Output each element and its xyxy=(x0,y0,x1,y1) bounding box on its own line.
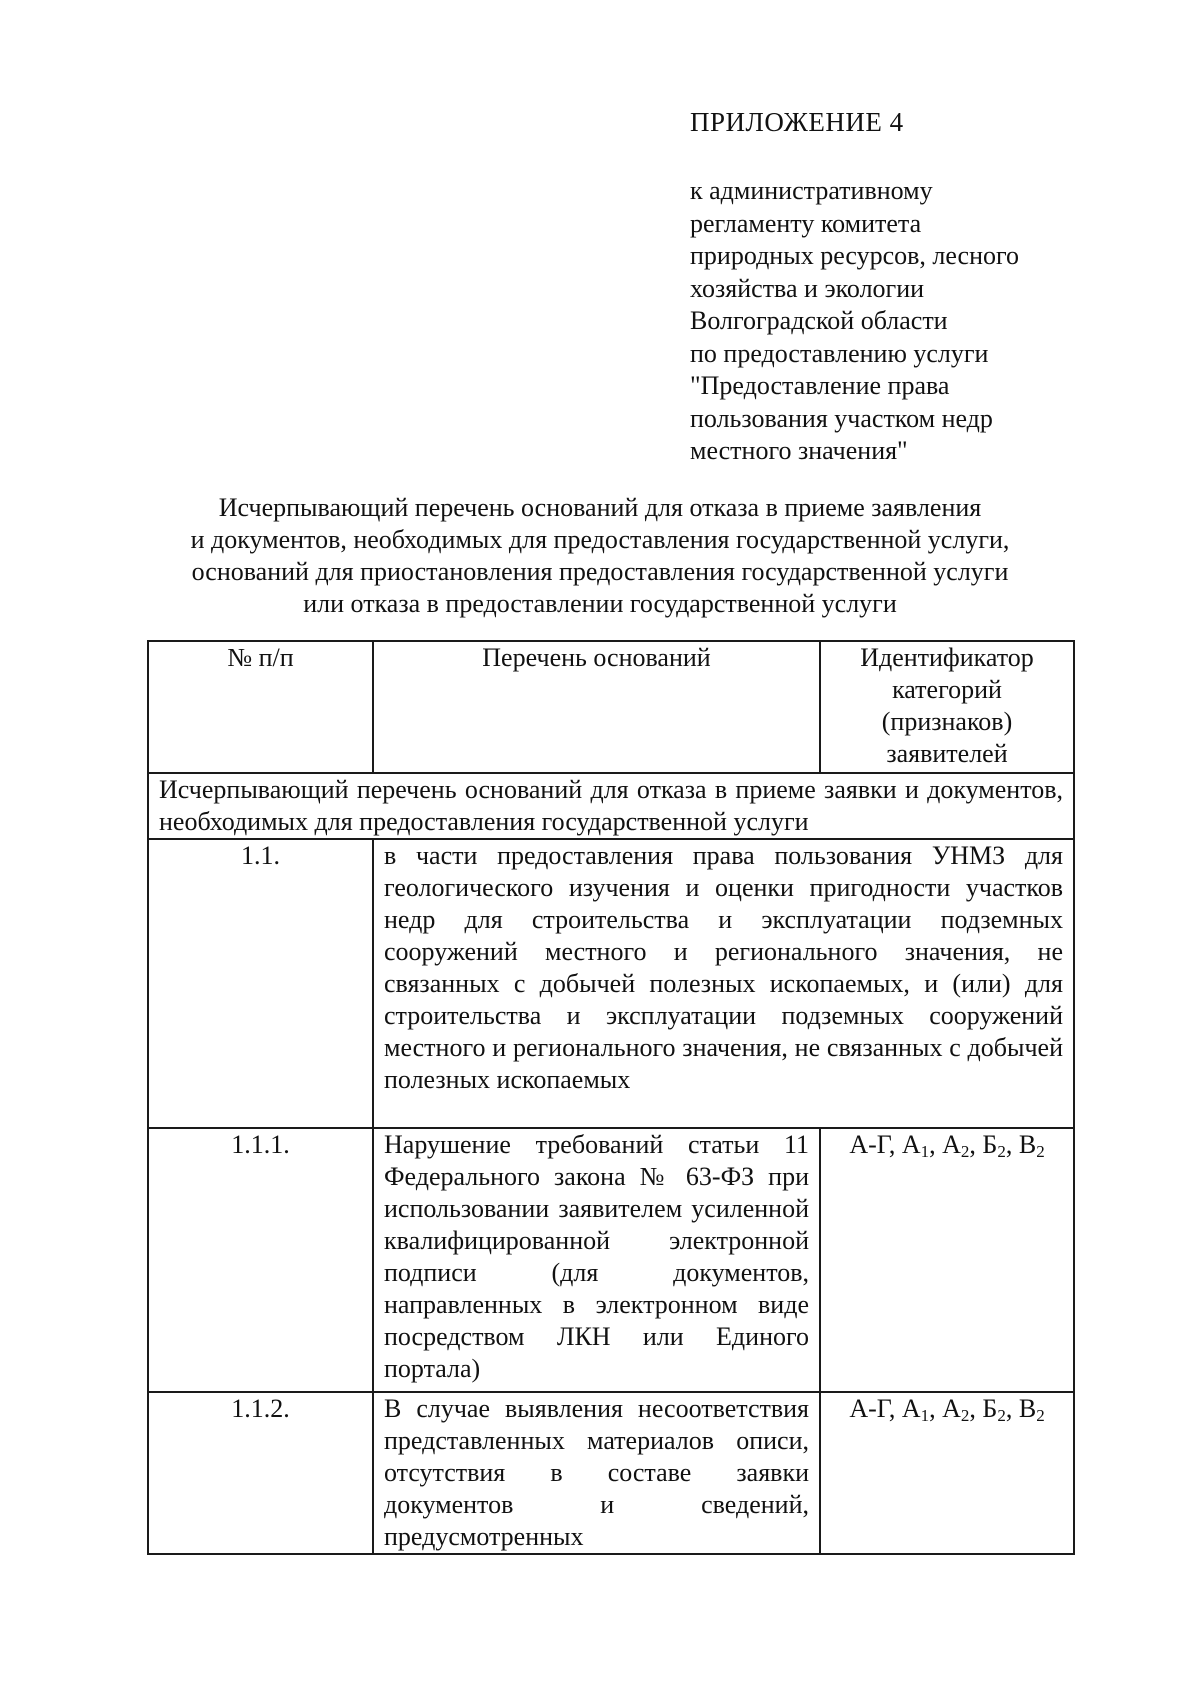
row-number: 1.1. xyxy=(148,839,373,1128)
table-row xyxy=(148,1392,1074,1554)
appendix-title: ПРИЛОЖЕНИЕ 4 xyxy=(690,107,904,137)
row-number: 1.1.2. xyxy=(148,1392,373,1554)
heading-line: или отказа в предоставлении государственной услуги xyxy=(303,589,897,618)
appendix-subtitle-line: Волгоградской области xyxy=(690,306,948,335)
row-number: 1.1.1. xyxy=(148,1128,373,1392)
appendix-subtitle xyxy=(690,175,1110,468)
row-identifier xyxy=(820,1128,1074,1392)
row-identifier-text: А-Г, $А_1$, $А_2$, $Б_2$, $В_2$ xyxy=(849,1394,1045,1425)
row-text: Нарушение требований статьи 11 Федерального закона № 63-ФЗ при использовании заявителем усиленной квалифицированной электронной подписи (для документов, направленных в электронном виде посредством ЛКН или Единого портала) xyxy=(373,1128,820,1392)
appendix-subtitle-line: к административному xyxy=(690,176,933,205)
row-text-content: В случае выявления несоответствия представленных материалов описи, отсутствия в составе заявки документов и сведений, предусмотренных xyxy=(384,1394,809,1551)
row-text xyxy=(373,1392,820,1554)
grounds-table xyxy=(147,640,1075,1555)
document-heading xyxy=(140,492,1060,620)
appendix-subtitle-line: регламенту комитета xyxy=(690,208,922,238)
table-header-row xyxy=(148,641,1074,773)
appendix-subtitle-line: природных ресурсов, лесного xyxy=(690,241,1020,270)
appendix-subtitle-line: по предоставлению услуги xyxy=(690,338,989,368)
heading-line: оснований для приостановления предоставления государственной услуги xyxy=(191,557,1009,586)
row-text: в части предоставления права пользования УНМЗ для геологического изучения и оценки пригодности участков недр для строительства и эксплуатации подземных сооружений местного и регионального значения, не связанных с добычей полезных ископаемых, и (или) для строительства и эксплуатации подземных сооружений местного и регионального значения, не связанных с добычей полезных ископаемых xyxy=(373,839,1074,1128)
row-identifier-text: А-Г, $А_1$, $А_2$, $Б_2$, $В_2$ xyxy=(849,1130,1045,1161)
section-title: Исчерпывающий перечень оснований для отказа в приеме заявки и документов, необходимых для предоставления государственной услуги xyxy=(148,773,1074,839)
header-reasons: Перечень оснований xyxy=(373,641,820,773)
heading-line: Исчерпывающий перечень оснований для отказа в приеме заявления xyxy=(218,493,982,522)
heading-line: и документов, необходимых для предоставления государственной услуги, xyxy=(190,525,1010,554)
appendix-subtitle-line: хозяйства и экологии xyxy=(690,273,925,303)
header-num: № п/п xyxy=(148,641,373,773)
appendix-subtitle-line: местного значения" xyxy=(690,436,908,465)
table-row xyxy=(148,839,1074,1128)
row-identifier xyxy=(820,1392,1074,1554)
header-identifier: Идентификатор категорий (признаков) заявителей xyxy=(820,641,1074,773)
appendix-subtitle-line: пользования участком недр xyxy=(690,403,993,433)
table-row xyxy=(148,1128,1074,1392)
section-row xyxy=(148,773,1074,839)
appendix-subtitle-line: "Предоставление права xyxy=(690,371,950,400)
